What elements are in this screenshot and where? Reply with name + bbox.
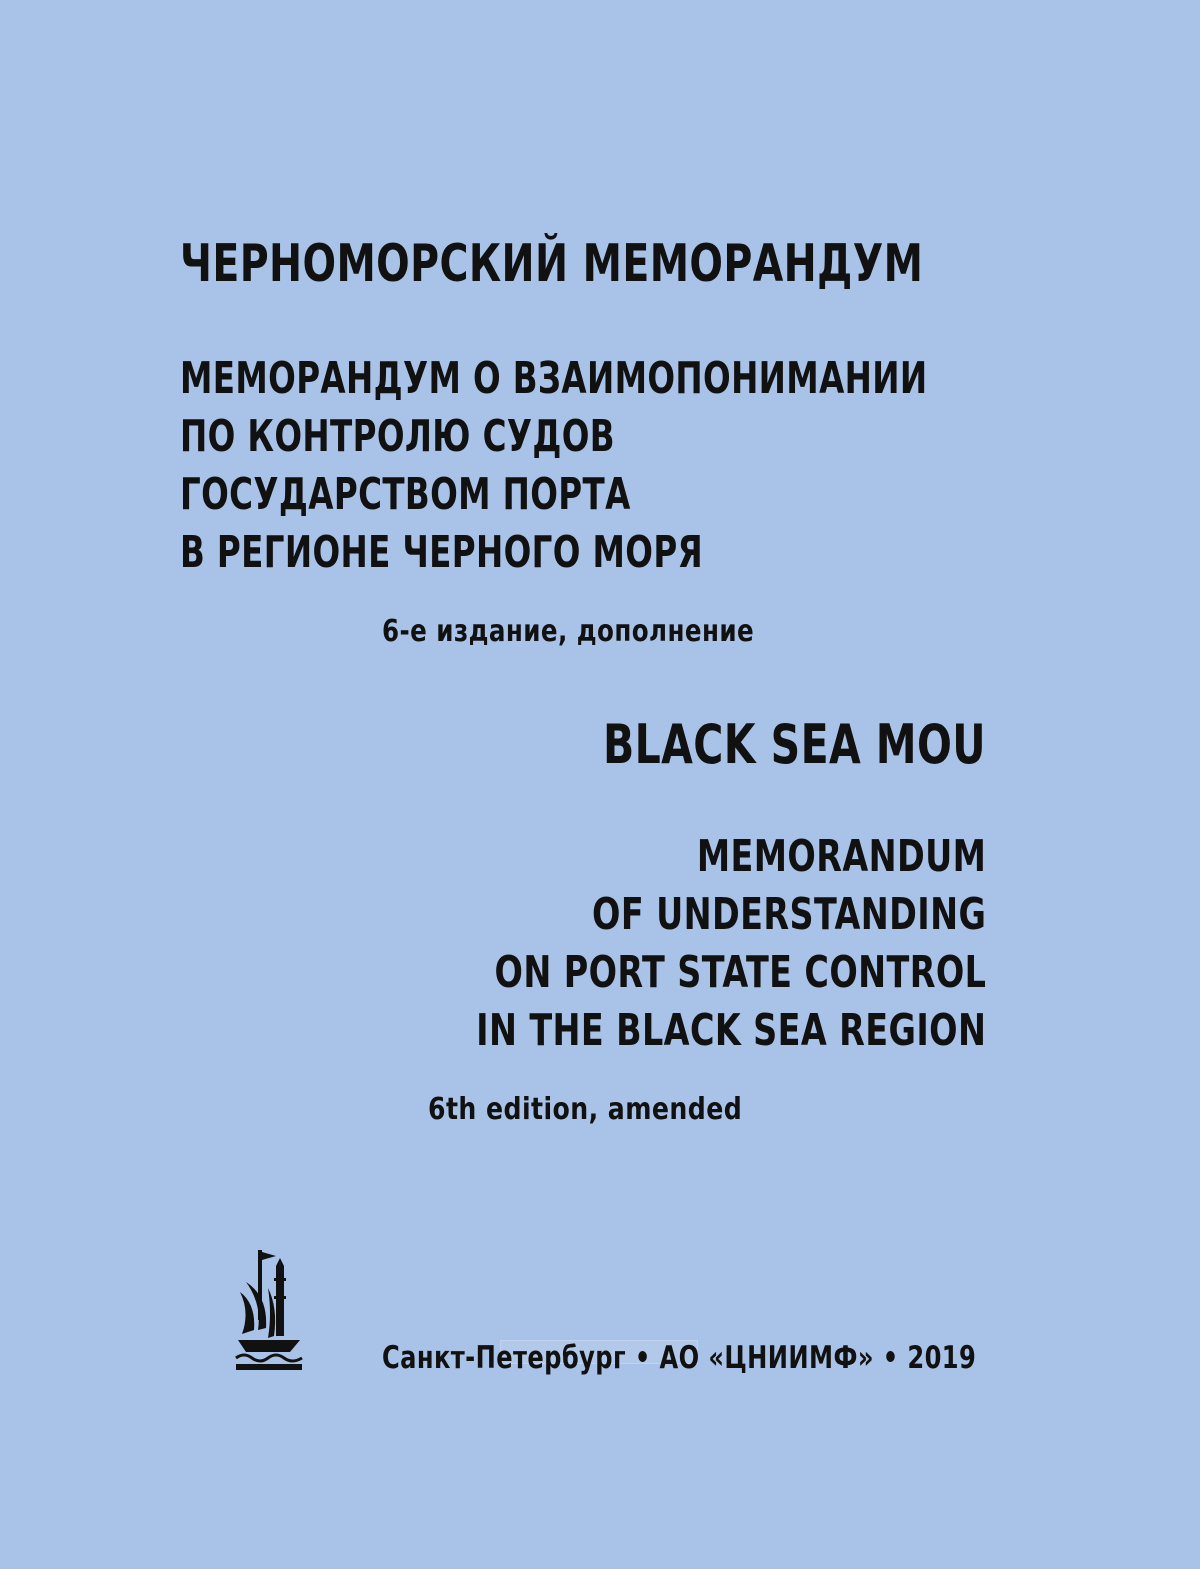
russian-subtitle-line: В РЕГИОНЕ ЧЕРНОГО МОРЯ [180,527,704,578]
russian-subtitle-line: ГОСУДАРСТВОМ ПОРТА [180,469,631,520]
russian-subtitle-line: ПО КОНТРОЛЮ СУДОВ [180,411,615,462]
russian-subtitle [180,350,928,582]
russian-title: ЧЕРНОМОРСКИЙ МЕМОРАНДУМ [180,234,924,294]
english-title: BLACK SEA MOU [602,713,986,776]
russian-subtitle-line: МЕМОРАНДУМ О ВЗАИМОПОНИМАНИИ [180,353,928,404]
english-edition: 6th edition, amended [428,1092,743,1127]
russian-edition: 6-е издание, дополнение [382,614,755,649]
english-subtitle-line: IN THE BLACK SEA REGION [475,1005,986,1056]
english-subtitle [476,828,986,1060]
english-subtitle-line: ON PORT STATE CONTROL [494,947,986,998]
english-subtitle-line: MEMORANDUM [696,831,986,882]
english-subtitle-line: OF UNDERSTANDING [591,889,986,940]
publisher-logo-icon [232,1248,306,1376]
publisher-line: Санкт-Петербург • АО «ЦНИИМФ» • 2019 [382,1340,977,1376]
